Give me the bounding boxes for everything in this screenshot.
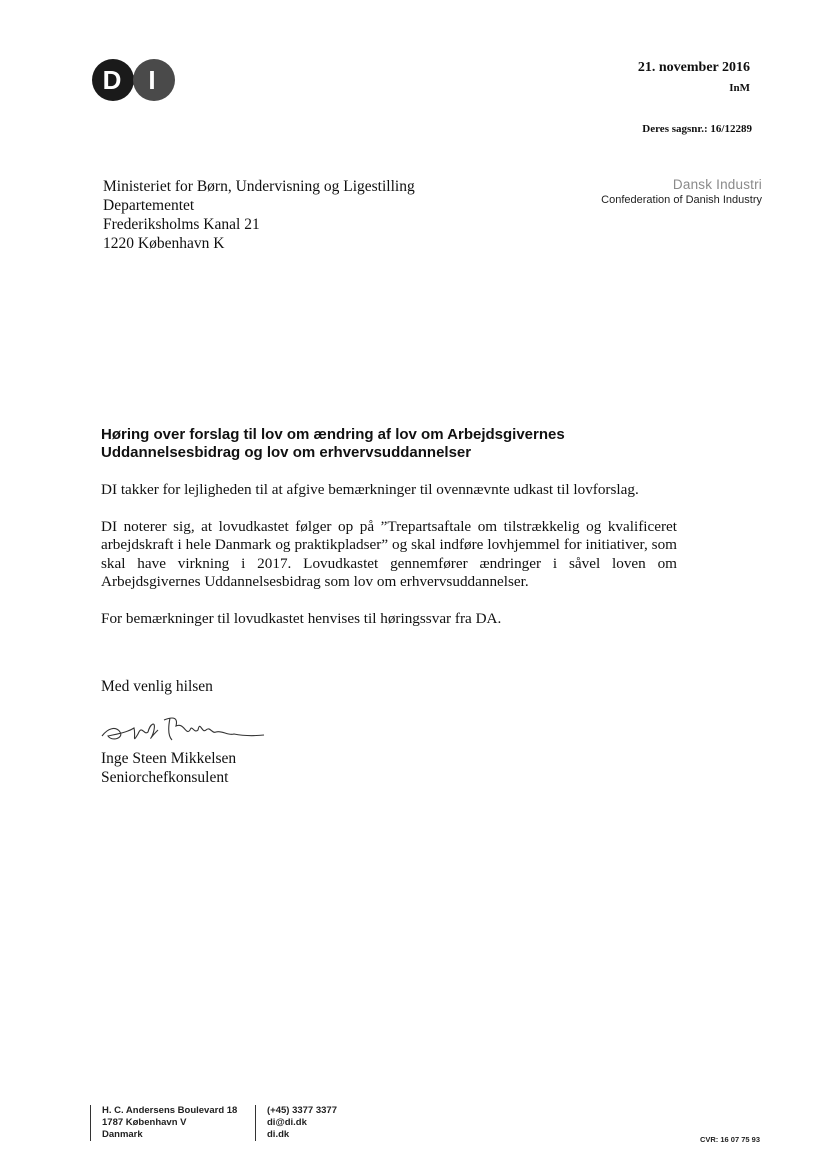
footer-address-line: 1787 København V (102, 1117, 187, 1128)
recipient-line: Departementet (103, 197, 195, 214)
footer-address (90, 1105, 237, 1141)
signer-name: Inge Steen Mikkelsen (101, 750, 237, 767)
letter-subject (101, 426, 661, 462)
subject-line: Uddannelsesbidrag og lov om erhvervsuddannelser (101, 444, 472, 461)
organization-name: Dansk Industri (672, 177, 762, 192)
footer-cvr: CVR: 16 07 75 93 (699, 1135, 760, 1144)
letter-body (101, 481, 677, 646)
body-paragraph: DI takker for lejligheden til at afgive bemærkninger til ovennævnte udkast til lovforslag. (101, 481, 639, 498)
di-logo (92, 58, 176, 102)
logo-letter-i: I (148, 65, 156, 95)
di-logo-icon (92, 58, 176, 102)
footer-email: di@di.dk (267, 1117, 307, 1128)
subject-line: Høring over forslag til lov om ændring af lov om Arbejdsgivernes (101, 426, 565, 443)
letter-date: 21. november 2016 (637, 60, 750, 75)
closing-greeting: Med venlig hilsen (101, 678, 213, 695)
letter-footer (90, 1105, 780, 1149)
footer-phone: (+45) 3377 3377 (267, 1105, 337, 1116)
organization-english-name: Confederation of Danish Industry (601, 194, 762, 206)
logo-letter-d: D (102, 65, 122, 95)
body-paragraph: DI noterer sig, at lovudkastet følger op på ”Trepartsaftale om tilstrækkelig og kvalificeret arbejdskraft i hele Danmark og praktikpladser” og skal indføre lovhjemmel for initiativer, som skal have virkning i 2017. Lovudkastet gennemfører ændringer i såvel loven om Arbejdsgivernes Uddannelsesbidrag som lov om erhvervsuddannelser. (101, 517, 677, 590)
footer-address-line: Danmark (102, 1129, 143, 1140)
footer-contact (255, 1105, 337, 1141)
recipient-line: Ministeriet for Børn, Undervisning og Ligestilling (103, 178, 415, 195)
body-paragraph: For bemærkninger til lovudkastet henvises til høringssvar fra DA. (101, 609, 502, 627)
recipient-line: Frederiksholms Kanal 21 (103, 216, 260, 233)
footer-address-line: H. C. Andersens Boulevard 18 (102, 1105, 238, 1116)
organization-block (601, 177, 762, 206)
handwritten-signature (98, 706, 268, 752)
signer-title: Seniorchefkonsulent (101, 769, 229, 786)
sender-initials: InM (729, 82, 750, 94)
recipient-address (103, 177, 415, 253)
signer-block (101, 749, 236, 787)
recipient-line: 1220 København K (103, 235, 225, 252)
case-reference: Deres sagsnr.: 16/12289 (642, 123, 752, 135)
footer-web: di.dk (267, 1129, 290, 1140)
